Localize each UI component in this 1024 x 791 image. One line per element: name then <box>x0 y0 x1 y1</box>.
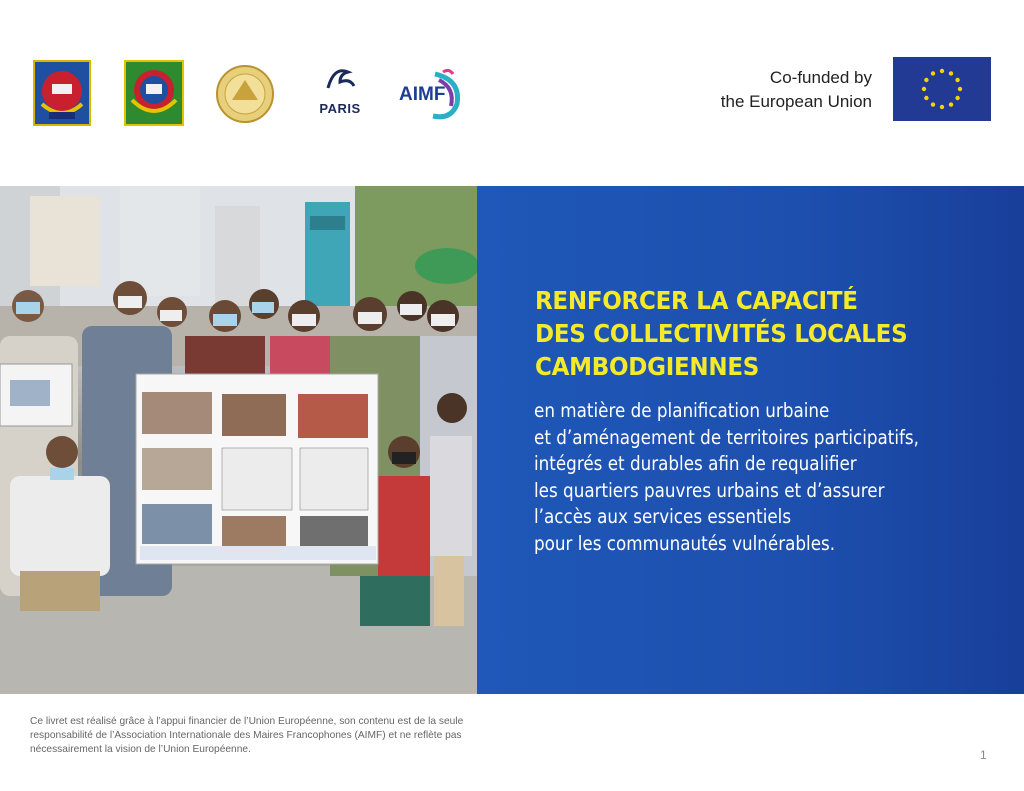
cofunded-line-1: Co-funded by <box>769 68 872 87</box>
gold-seal-logo <box>214 60 276 126</box>
aimf-logo-text: AIMF <box>399 84 446 105</box>
headline-line: CAMBODGIENNES <box>535 352 760 381</box>
cofunded-line-2: the European Union <box>720 92 872 111</box>
description-text <box>534 398 919 557</box>
page-number: 1 <box>980 748 987 762</box>
community-group-photo <box>0 186 477 694</box>
description-line: l’accès aux services essentiels <box>534 505 792 528</box>
description-line: et d’aménagement de territoires participatifs, <box>534 425 919 449</box>
description-line: les quartiers pauvres urbains et d’assurer <box>534 478 885 502</box>
title-panel <box>477 186 1024 694</box>
aimf-logo <box>395 60 465 126</box>
paris-logo <box>304 60 376 126</box>
description-line: intégrés et durables afin de requalifier <box>534 452 857 475</box>
cambodia-emblem-logo-1 <box>33 60 91 126</box>
cofunded-label <box>721 66 872 114</box>
funding-disclaimer: Ce livret est réalisé grâce à l’appui financier de l’Union Européenne, son contenu est de la seule responsabilité de l’Association Internationale des Maires Francophones (AIMF) et ne reflète pas nécessairement la vision de l’Union Européenne. <box>30 716 464 755</box>
headline <box>535 284 907 383</box>
description-line: pour les communautés vulnérables. <box>534 531 836 555</box>
headline-line: DES COLLECTIVITÉS LOCALES <box>535 319 908 348</box>
headline-line: RENFORCER LA CAPACITÉ <box>535 286 858 315</box>
description-line: en matière de planification urbaine <box>534 399 830 422</box>
eu-flag-icon <box>893 57 991 121</box>
cambodia-emblem-logo-2 <box>124 60 184 126</box>
paris-logo-text: PARIS <box>319 101 361 116</box>
